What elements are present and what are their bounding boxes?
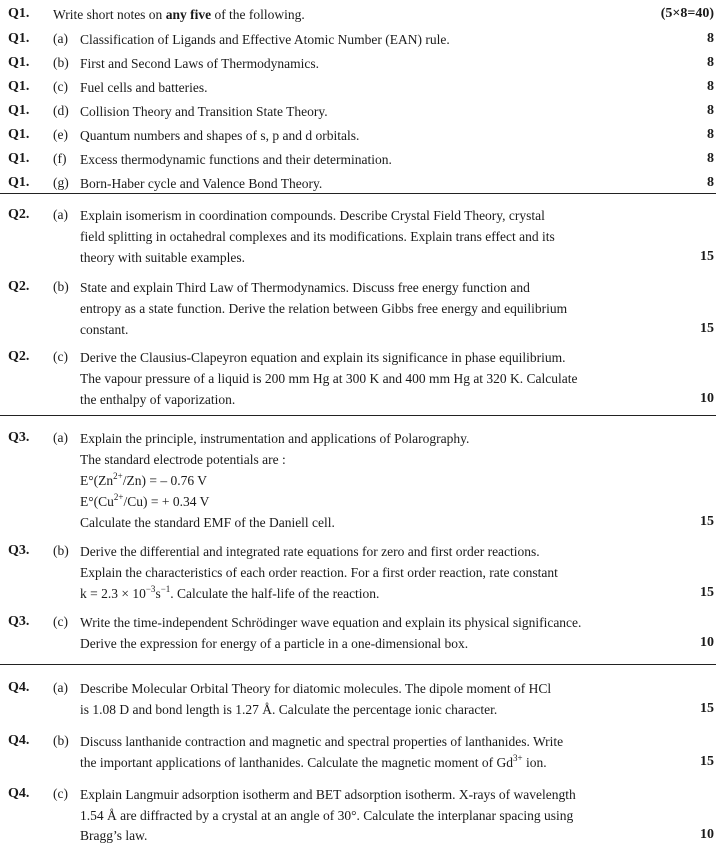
divider-q1-q2 [0,193,716,194]
rate-constant-line: $k = 2.3 \times 10^{-3}s^{-1}$. Calculate the half-life of the reaction. [80,584,380,601]
q1-total-marks: (5×8=40) [660,6,714,21]
gadolinium-line: the important applications of lanthanides. Calculate the magnetic moment of $Gd^{3+}$ ion. [80,753,547,770]
q1-label: Q1. [8,6,30,21]
q1-intro: Write short notes on any five of the following. [53,7,305,22]
zinc-potential: $E^\circ(Zn^{2+}/Zn)$ = – 0.76 V [80,471,207,488]
copper-potential: $E^\circ(Cu^{2+}/Cu)$ = + 0.34 V [80,492,210,509]
divider-q3-q4 [0,664,716,665]
divider-q2-q3 [0,415,716,416]
